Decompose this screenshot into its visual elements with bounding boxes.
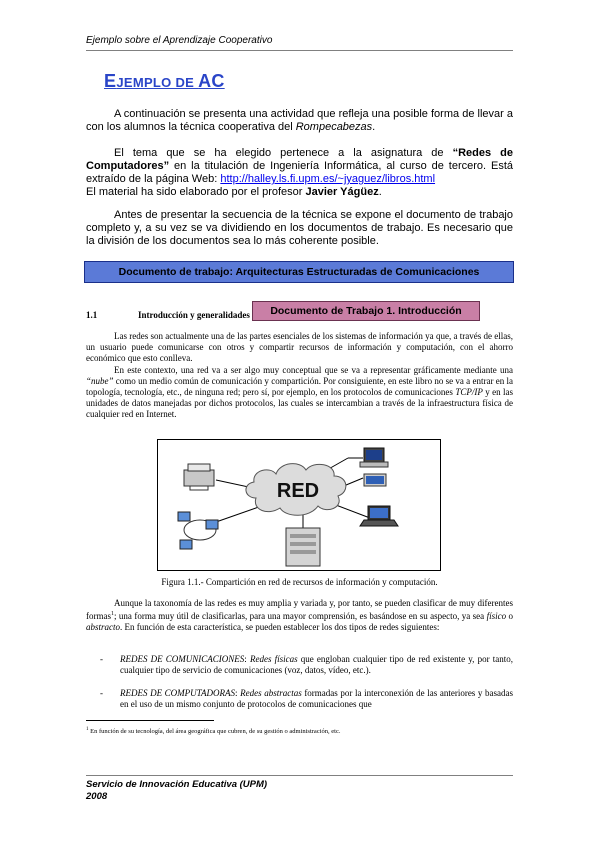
page-footer xyxy=(86,779,267,803)
section-number: 1.1 xyxy=(86,310,98,320)
page-title xyxy=(104,71,225,92)
footer-organization: Servicio de Innovación Educativa (UPM) xyxy=(86,779,268,790)
network-figure xyxy=(157,439,441,571)
title-middle: JEMPLO DE xyxy=(116,75,199,90)
section-title: Introducción y generalidades xyxy=(138,310,250,320)
document-badge: Documento de Trabajo 1. Introducción xyxy=(252,301,480,321)
page-header: Ejemplo sobre el Aprendizaje Cooperativo xyxy=(86,35,273,46)
header-divider xyxy=(86,50,513,51)
footnote-divider xyxy=(86,720,214,721)
title-acronym: AC xyxy=(198,71,225,91)
body-paragraph-3: Aunque la taxonomía de las redes es muy amplia y variada y, por tanto, se pueden clasificar de muy diferentes formas$^1$; una forma muy útil de clasificarlas, para una mayor comprensión, es basándose en su aspecto, ya sea físico o abstracto. En función de esta característica, se pueden establecer los dos tipos de redes siguientes: xyxy=(86,598,514,632)
work-document-banner: Documento de trabajo: Arquitecturas Estructuradas de Comunicaciones xyxy=(84,261,514,283)
intro-paragraph-1: A continuación se presenta una actividad que refleja una posible forma de llevar a con los alumnos la técnica cooperativa del Rompecabezas. xyxy=(86,108,513,133)
workstation-icon xyxy=(360,448,388,467)
document-page: Ejemplo sobre el Aprendizaje Cooperativo EJEMPLO DE AC A continuación se presenta una actividad que refleja una posible forma de llevar a con los alumnos la técnica cooperativa del Rompecabezas. El tema que se ha elegido pertenece a la asignatura de “Redes de Computadores” en la titulación de Ingeniería Informática, al curso de tercero. Está extraído de la página Web: http://halley.ls.fi.upm.es/~jyaguez/libros.html El material ha sido elaborado por el profesor Javier Yágüez. Antes de presentar la secuencia de la técnica se expone el documento de trabajo completo y, a su vez se va dividiendo en los documentos de trabajo. Es necesario que la división de los documentos sea lo más coherente posible. Documento de trabajo: Arquitecturas Estructuradas de Comunicaciones 1.1 Introducción y generalidades Documento de Trabajo 1. Introducción Las redes son actualmente una de las partes esenciales de los sistemas de información ya que, a través de ellas, un usuario puede comunicarse con otros y compartir recursos de información y computación, con el ahorro económico que esto conlleva. En este contexto, una red va a ser algo muy conceptual que se va a representar gráficamente mediante una “nube” como un medio común de comunicación y compartición. Por consiguiente, en este libro no se va a entrar en la topología, tecnología, etc., de ninguna red; pero sí, por ejemplo, en los protocolos de comunicaciones TCP/IP y en las unidades de datos manejadas por dichos protocolos, las cuales se intercambian a través de la infraestructura física de cualquier red en Internet. RED Figura 1.1.- Compartición en red de recursos de información y computación. Aunque la taxonomía de las redes es muy amplia y variada y, por tanto, se pueden clasificar de muy diferentes formas$^1$; una forma muy útil de clasificarlas, para una mayor comprensión, es basándose en su aspecto, ya sea físico o abstracto. En función de esta característica, se pueden establecer los dos tipos de redes siguientes: - REDES DE COMUNICACIONES: Redes físicas que engloban cualquier tipo de red existente y, por tanto, cualquier tipo de servicio de comunicaciones (voz, datos, vídeo, etc.). - REDES DE COMPUTADORAS: Redes abstractas formadas por la interconexión de las anteriores y basadas en el uso de un mismo conjunto de protocolos de comunicaciones que $^1$ En función de su tecnología, del área geográfica que cubren, de su gestión o administración, etc. Servicio de Innovación Educativa (UPM) 2008 xyxy=(86,35,514,802)
server-icon xyxy=(286,528,320,566)
network-diagram-svg xyxy=(158,440,440,570)
course-link[interactable]: http://halley.ls.fi.upm.es/~jyaguez/libros.html xyxy=(220,173,436,185)
body-paragraph-2: En este contexto, una red va a ser algo muy conceptual que se va a representar gráficamente mediante una “nube” como un medio común de comunicación y compartición. Por consiguiente, en este libro no se va a entrar en la topología, tecnología, etc., de ninguna red; pero sí, por ejemplo, en los protocolos de comunicaciones TCP/IP y en las unidades de datos manejadas por dichos protocolos, las cuales se intercambian a través de la infraestructura física de cualquier red en Internet. xyxy=(86,365,514,419)
printer-icon xyxy=(184,464,214,490)
intro-paragraph-2: El tema que se ha elegido pertenece a la asignatura de “Redes de Computadores” en la titulación de Ingeniería Informática, al curso de tercero. Está extraído de la página Web: http://halley.ls.fi.upm.es/~jyaguez/libros.html xyxy=(86,147,513,185)
body-paragraph-1: Las redes son actualmente una de las partes esenciales de los sistemas de información ya que, a través de ellas, un usuario puede comunicarse con otros y compartir recursos de información y computación, con el ahorro económico que esto conlleva. xyxy=(86,331,513,363)
footer-divider xyxy=(86,775,513,776)
intro-paragraph-4: Antes de presentar la secuencia de la técnica se expone el documento de trabajo completo y, a su vez se va dividiendo en los documentos de trabajo. Es necesario que la división de los documentos sea lo más coherente posible. xyxy=(86,209,513,247)
figure-caption: Figura 1.1.- Compartición en red de recursos de información y computación. xyxy=(161,577,438,587)
title-initial: E xyxy=(104,71,117,91)
ring-network-icon xyxy=(178,512,218,549)
desktop-computer-icon xyxy=(364,474,386,486)
cloud-label: RED xyxy=(276,480,320,502)
intro-paragraph-3: El material ha sido elaborado por el profesor Javier Yágüez. xyxy=(86,186,382,198)
footnote: $^1$ En función de su tecnología, del área geográfica que cubren, de su gestión o administración, etc. xyxy=(86,727,341,736)
footer-year: 2008 xyxy=(86,791,108,802)
network-cloud-icon xyxy=(246,464,346,516)
